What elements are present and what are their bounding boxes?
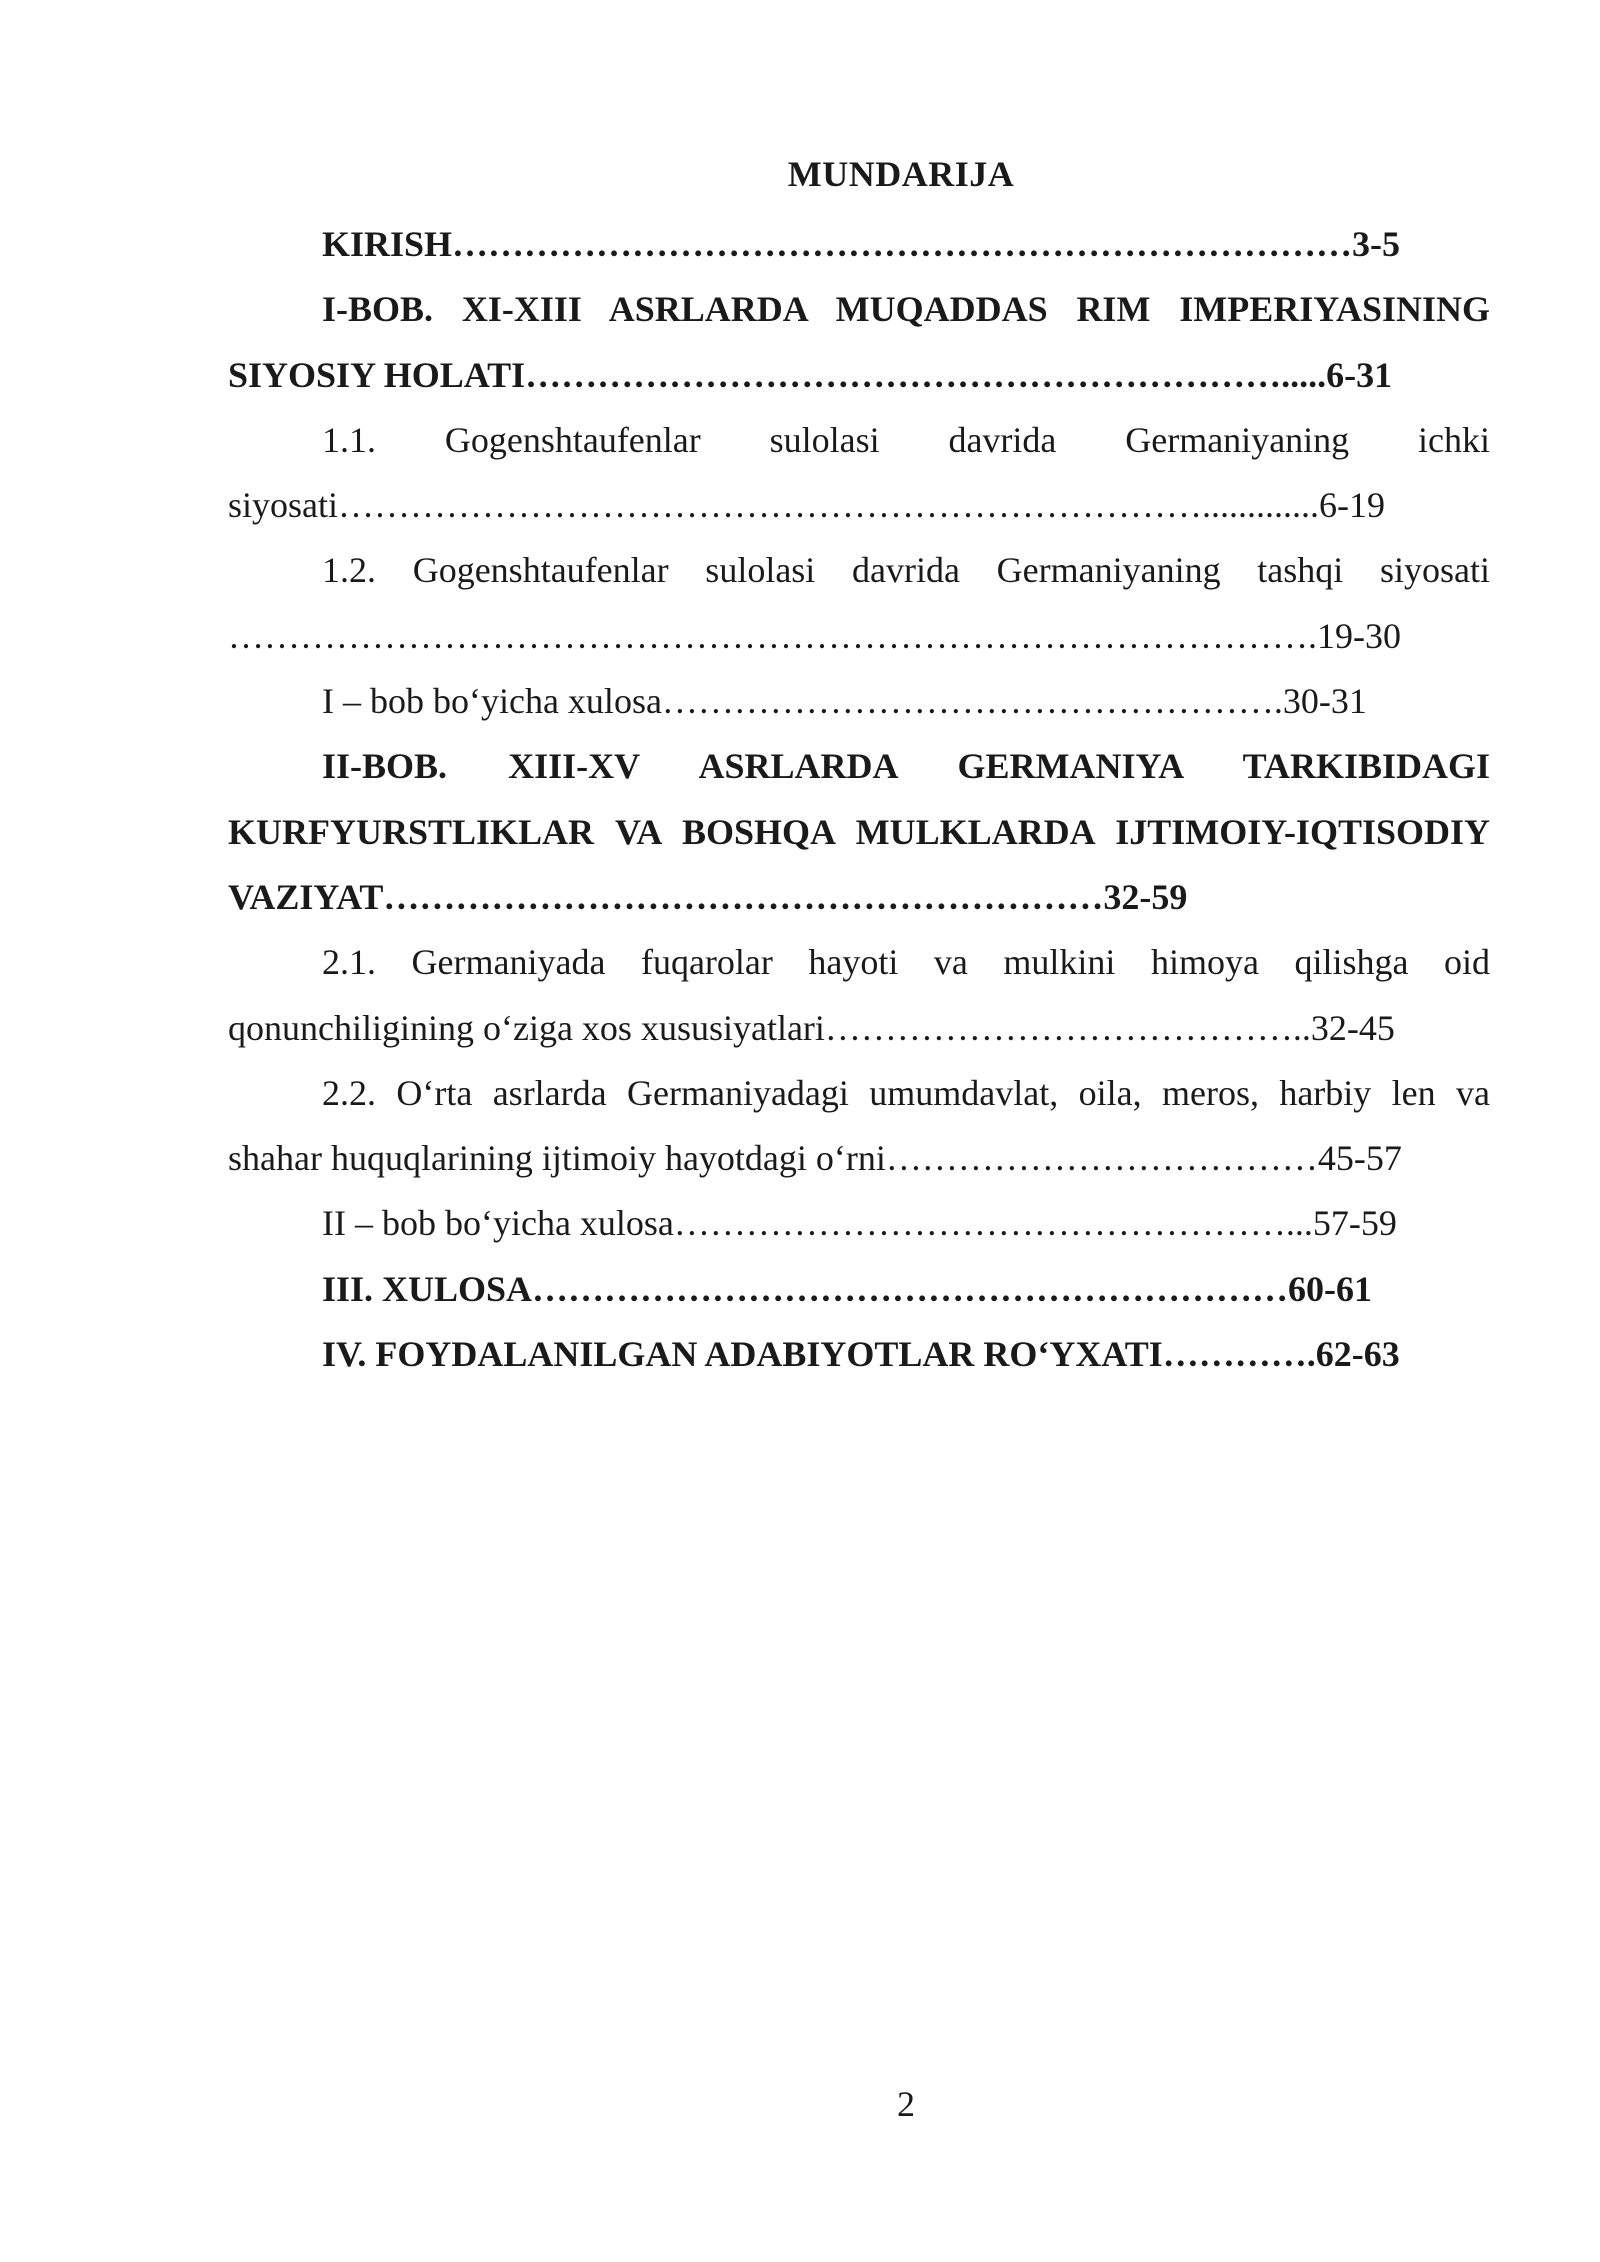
toc-entry-chapter-2-conclusion: II – bob bo‘yicha xulosa……………………………………………...57-59 — [322, 1203, 1397, 1244]
table-of-contents — [228, 212, 1490, 1387]
page-number: 2 — [897, 2084, 915, 2124]
toc-entry-section-1-1: 1.1. Gogenshtaufenlar sulolasi davrida Germaniyaning ichki siyosati……………………………………………………………….............6-19 — [228, 419, 1490, 526]
toc-entry-section-1-2: 1.2. Gogenshtaufenlar sulolasi davrida Germaniyaning tashqi siyosati ……………………………………………………………………………….19-30 — [228, 550, 1490, 656]
page-title: MUNDARIJA — [787, 154, 1015, 194]
toc-entry-section-2-2: 2.2. O‘rta asrlarda Germaniyadagi umumdavlat, oila, meros, harbiy len va shahar huquqlarining ijtimoiy hayotdagi o‘rni………………………………45-57 — [228, 1072, 1490, 1179]
toc-entry-chapter-2: II-BOB. XIII-XV ASRLARDA GERMANIYA TARKIBIDAGI KURFYURSTLIKLAR VA BOSHQA MULKLARDA IJTIMOIY-IQTISODIY VAZIYAT……………………………………………………32-59 — [228, 746, 1490, 917]
toc-entry-conclusion: III. XULOSA………………………………………………………60-61 — [322, 1268, 1373, 1309]
toc-entry-chapter-1-conclusion: I – bob bo‘yicha xulosa…………………………………………….30-31 — [322, 681, 1367, 722]
toc-entry-chapter-1: I-BOB. XI-XIII ASRLARDA MUQADDAS RIM IMPERIYASINING SIYOSIY HOLATI……………………………………………………….....6-31 — [228, 289, 1490, 395]
toc-entry-kirish: KIRISH…………………………………………………………………3-5 — [322, 224, 1401, 264]
toc-entry-references: IV. FOYDALANILGAN ADABIYOTLAR RO‘YXATI………….62-63 — [322, 1334, 1400, 1375]
toc-entry-section-2-1: 2.1. Germaniyada fuqarolar hayoti va mulkini himoya qilishga oid qonunchiligining o‘ziga xos xususiyatlari…………………………………..32-45 — [228, 942, 1490, 1048]
